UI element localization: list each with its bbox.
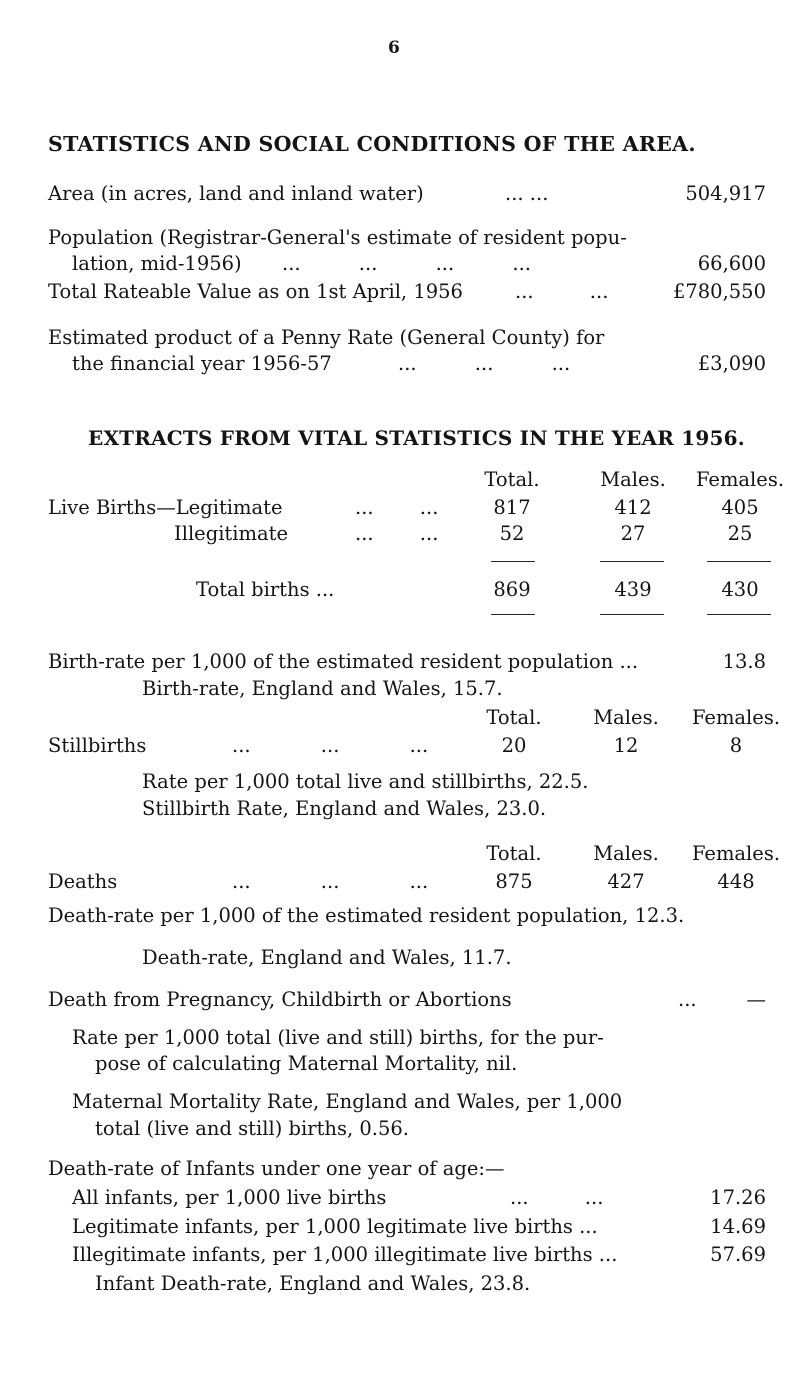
infant-all-label: All infants, per 1,000 live births [72, 1186, 387, 1209]
infant-illegitimate-label: Illegitimate infants, per 1,000 illegitimate live births ... [72, 1243, 618, 1266]
deaths-label: Deaths [48, 870, 118, 893]
birth-rate-national: Birth-rate, England and Wales, 15.7. [142, 677, 503, 700]
deaths-header-females: Females. [691, 842, 781, 865]
stillbirths-header-females: Females. [691, 706, 781, 729]
births-females-rule-top [707, 561, 771, 562]
page-title: STATISTICS AND SOCIAL CONDITIONS OF THE AREA. [48, 132, 696, 156]
births-illegitimate-females: 25 [727, 522, 753, 545]
rateable-label: Total Rateable Value as on 1st April, 1956 [48, 280, 463, 303]
deaths-total: 875 [495, 870, 533, 893]
births-total-label: Total births ... [196, 578, 335, 601]
area-value: 504,917 [685, 182, 766, 205]
stillbirths-header-males: Males. [593, 706, 659, 729]
birth-rate-label: Birth-rate per 1,000 of the estimated resident population ... [48, 650, 639, 673]
births-total-males: 439 [614, 578, 652, 601]
infant-all-value: 17.26 [710, 1186, 766, 1209]
stillbirth-rate: Rate per 1,000 total live and stillbirths, 22.5. [142, 770, 589, 793]
births-females-rule-bottom [707, 614, 771, 615]
births-illegitimate-males: 27 [620, 522, 646, 545]
stillbirths-label: Stillbirths [48, 734, 147, 757]
area-label: Area (in acres, land and inland water) [48, 182, 424, 205]
births-total-total: 869 [493, 578, 531, 601]
extracts-heading: EXTRACTS FROM VITAL STATISTICS IN THE YEAR 1956. [88, 426, 745, 450]
births-legitimate-label: Live Births—Legitimate [48, 496, 283, 519]
births-header-total: Total. [484, 468, 540, 491]
rateable-value: £780,550 [672, 280, 766, 303]
births-legitimate-leader: ... ... [355, 496, 439, 519]
penny-rate-label-line1: Estimated product of a Penny Rate (General County) for [48, 326, 605, 349]
population-leader: ... ... ... ... [282, 252, 531, 275]
births-total-rule-top [491, 561, 535, 562]
population-value: 66,600 [697, 252, 766, 275]
population-label-line2: lation, mid-1956) [72, 252, 242, 275]
deaths-males: 427 [607, 870, 645, 893]
area-leader: ... ... [505, 182, 549, 205]
births-total-females: 430 [721, 578, 759, 601]
births-males-rule-top [600, 561, 664, 562]
maternal-national-line2: total (live and still) births, 0.56. [95, 1117, 409, 1140]
infant-legitimate-label: Legitimate infants, per 1,000 legitimate live births ... [72, 1215, 598, 1238]
stillbirths-total: 20 [501, 734, 527, 757]
maternal-death-value: — [746, 988, 766, 1011]
births-legitimate-females: 405 [721, 496, 759, 519]
maternal-rate-line1: Rate per 1,000 total (live and still) births, for the pur- [72, 1026, 604, 1049]
deaths-header-males: Males. [593, 842, 659, 865]
penny-rate-value: £3,090 [697, 352, 766, 375]
infant-illegitimate-value: 57.69 [710, 1243, 766, 1266]
rateable-leader: ... ... [515, 280, 609, 303]
maternal-national-line1: Maternal Mortality Rate, England and Wales, per 1,000 [72, 1090, 623, 1113]
maternal-death-leader: ... [678, 988, 697, 1011]
stillbirths-leader: ... ... ... [232, 734, 429, 757]
births-header-males: Males. [600, 468, 666, 491]
births-legitimate-total: 817 [493, 496, 531, 519]
births-illegitimate-leader: ... ... [355, 522, 439, 545]
penny-rate-label-line2: the financial year 1956-57 [72, 352, 332, 375]
maternal-death-label: Death from Pregnancy, Childbirth or Abortions [48, 988, 512, 1011]
births-illegitimate-label: Illegitimate [174, 522, 289, 545]
deaths-header-total: Total. [486, 842, 542, 865]
population-label-line1: Population (Registrar-General's estimate of resident popu- [48, 226, 627, 249]
infant-rate-national: Infant Death-rate, England and Wales, 23.8. [95, 1272, 531, 1295]
stillbirths-females: 8 [729, 734, 743, 757]
penny-rate-leader: ... ... ... [398, 352, 571, 375]
stillbirths-header-total: Total. [486, 706, 542, 729]
births-legitimate-males: 412 [614, 496, 652, 519]
births-males-rule-bottom [600, 614, 664, 615]
infant-all-leader: ... ... [510, 1186, 604, 1209]
deaths-females: 448 [717, 870, 755, 893]
page-number: 6 [388, 38, 400, 58]
stillbirth-rate-national: Stillbirth Rate, England and Wales, 23.0. [142, 797, 547, 820]
birth-rate-value: 13.8 [722, 650, 766, 673]
stillbirths-males: 12 [613, 734, 639, 757]
infant-legitimate-value: 14.69 [710, 1215, 766, 1238]
births-header-females: Females. [695, 468, 785, 491]
maternal-rate-line2: pose of calculating Maternal Mortality, nil. [95, 1052, 518, 1075]
death-rate-national: Death-rate, England and Wales, 11.7. [142, 946, 512, 969]
deaths-leader: ... ... ... [232, 870, 429, 893]
births-illegitimate-total: 52 [499, 522, 525, 545]
death-rate: Death-rate per 1,000 of the estimated resident population, 12.3. [48, 904, 685, 927]
births-total-rule-bottom [491, 614, 535, 615]
infant-heading: Death-rate of Infants under one year of age:— [48, 1157, 505, 1180]
